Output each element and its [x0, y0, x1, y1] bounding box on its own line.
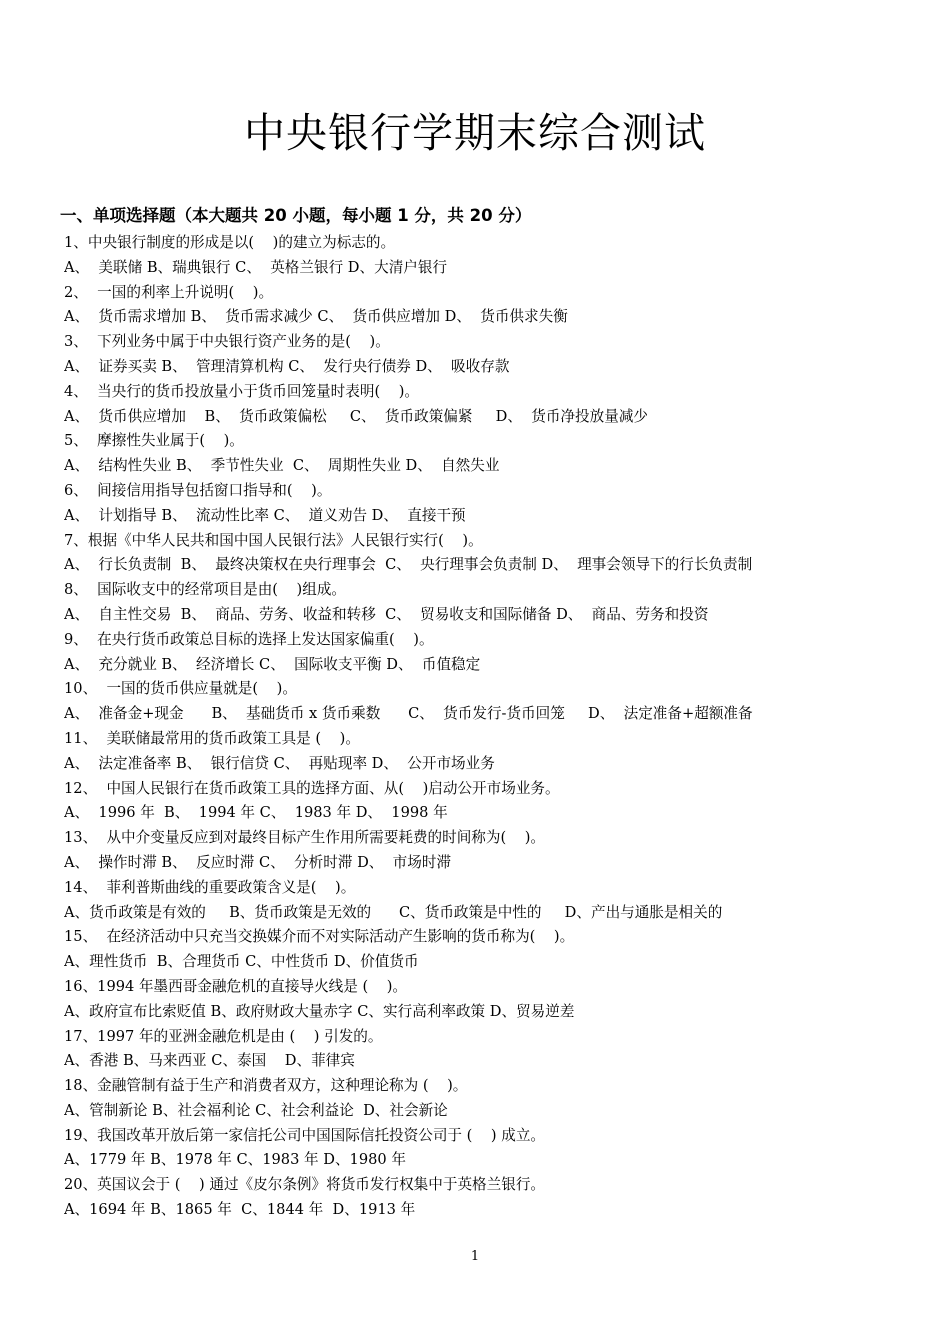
question-list [64, 231, 944, 1223]
question-text: 10、 一国的货币供应量就是( )。 [64, 680, 297, 698]
answer-options: A、1779 年 B、1978 年 C、1983 年 D、1980 年 [64, 1151, 406, 1169]
question-text: 6、 间接信用指导包括窗口指导和( )。 [64, 481, 332, 499]
question-text: 5、 摩擦性失业属于( )。 [64, 432, 244, 450]
answer-options: A、 计划指导 B、 流动性比率 C、 道义劝告 D、 直接干预 [64, 506, 466, 524]
question-text: 13、 从中介变量反应到对最终目标产生作用所需要耗费的时间称为( )。 [64, 829, 546, 847]
answer-options: A、 准备金+现金 B、 基础货币 x 货币乘数 C、 货币发行-货币回笼 D、 法定准备+超额准备 [64, 705, 753, 723]
answer-options: A、 货币需求增加 B、 货币需求减少 C、 货币供应增加 D、 货币供求失衡 [64, 308, 568, 326]
question-text: 1、中央银行制度的形成是以( )的建立为标志的。 [64, 234, 396, 251]
question-text: 19、我国改革开放后第一家信托公司中国国际信托投资公司于 ( ) 成立。 [64, 1126, 546, 1144]
question-text: 3、 下列业务中属于中央银行资产业务的是( )。 [64, 333, 390, 351]
answer-options: A、香港 B、马来西亚 C、泰国 D、菲律宾 [64, 1052, 355, 1070]
answer-options: A、 证券买卖 B、 管理清算机构 C、 发行央行债券 D、 吸收存款 [64, 357, 510, 375]
question-text: 12、 中国人民银行在货币政策工具的选择方面、从( )启动公开市场业务。 [64, 779, 560, 797]
answer-options: A、 自主性交易 B、 商品、劳务、收益和转移 C、 贸易收支和国际储备 D、 商品、劳务和投资 [64, 605, 709, 623]
answer-options: A、 1996 年 B、 1994 年 C、 1983 年 D、 1998 年 [64, 804, 448, 822]
answer-options: A、 操作时滞 B、 反应时滞 C、 分析时滞 D、 市场时滞 [64, 853, 452, 871]
answer-options: A、管制新论 B、社会福利论 C、社会利益论 D、社会新论 [64, 1101, 448, 1119]
answer-options: A、 行长负责制 B、 最终决策权在央行理事会 C、 央行理事会负责制 D、 理事会领导下的行长负责制 [64, 556, 753, 574]
section-heading: 一、单项选择题（本大题共 20 小题，每小题 1 分，共 20 分） [60, 206, 532, 225]
answer-options: A、理性货币 B、合理货币 C、中性货币 D、价值货币 [64, 953, 419, 971]
question-text: 9、 在央行货币政策总目标的选择上发达国家偏重( )。 [64, 630, 434, 648]
question-text: 17、1997 年的亚洲金融危机是由 ( ) 引发的。 [64, 1027, 383, 1045]
answer-options: A、 货币供应增加 B、 货币政策偏松 C、 货币政策偏紧 D、 货币净投放量减少 [64, 407, 649, 425]
question-text: 20、英国议会于 ( ) 通过《皮尔条例》将货币发行权集中于英格兰银行。 [64, 1176, 546, 1194]
question-text: 2、 一国的利率上升说明( )。 [64, 283, 274, 301]
question-text: 18、金融管制有益于生产和消费者双方，这种理论称为 ( )。 [64, 1077, 468, 1095]
answer-options: A、 法定准备率 B、 银行信贷 C、 再贴现率 D、 公开市场业务 [64, 754, 495, 772]
answer-options: A、 充分就业 B、 经济增长 C、 国际收支平衡 D、 币值稳定 [64, 655, 481, 673]
question-text: 11、 美联储最常用的货币政策工具是 ( )。 [64, 729, 360, 747]
page-number: 1 [470, 1249, 480, 1264]
answer-options: A、1694 年 B、1865 年 C、1844 年 D、1913 年 [64, 1201, 416, 1219]
answer-options: A、货币政策是有效的 B、货币政策是无效的 C、货币政策是中性的 D、产出与通胀是相关的 [64, 903, 723, 921]
question-text: 15、 在经济活动中只充当交换媒介而不对实际活动产生影响的货币称为( )。 [64, 928, 575, 946]
answer-options: A、 美联储 B、瑞典银行 C、 英格兰银行 D、大清户银行 [64, 258, 448, 276]
question-text: 4、 当央行的货币投放量小于货币回笼量时表明( )。 [64, 382, 419, 400]
question-text: 7、根据《中华人民共和国中国人民银行法》人民银行实行( )。 [64, 531, 483, 549]
answer-options: A、政府宣布比索贬值 B、政府财政大量赤字 C、实行高利率政策 D、贸易逆差 [64, 1002, 575, 1020]
document-title: 中央银行学期末综合测试 [244, 109, 706, 157]
question-text: 14、 菲利普斯曲线的重要政策含义是( )。 [64, 878, 356, 896]
question-text: 8、 国际收支中的经常项目是由( )组成。 [64, 581, 347, 599]
question-text: 16、1994 年墨西哥金融危机的直接导火线是 ( )。 [64, 977, 408, 995]
answer-options: A、 结构性失业 B、 季节性失业 C、 周期性失业 D、 自然失业 [64, 457, 500, 475]
